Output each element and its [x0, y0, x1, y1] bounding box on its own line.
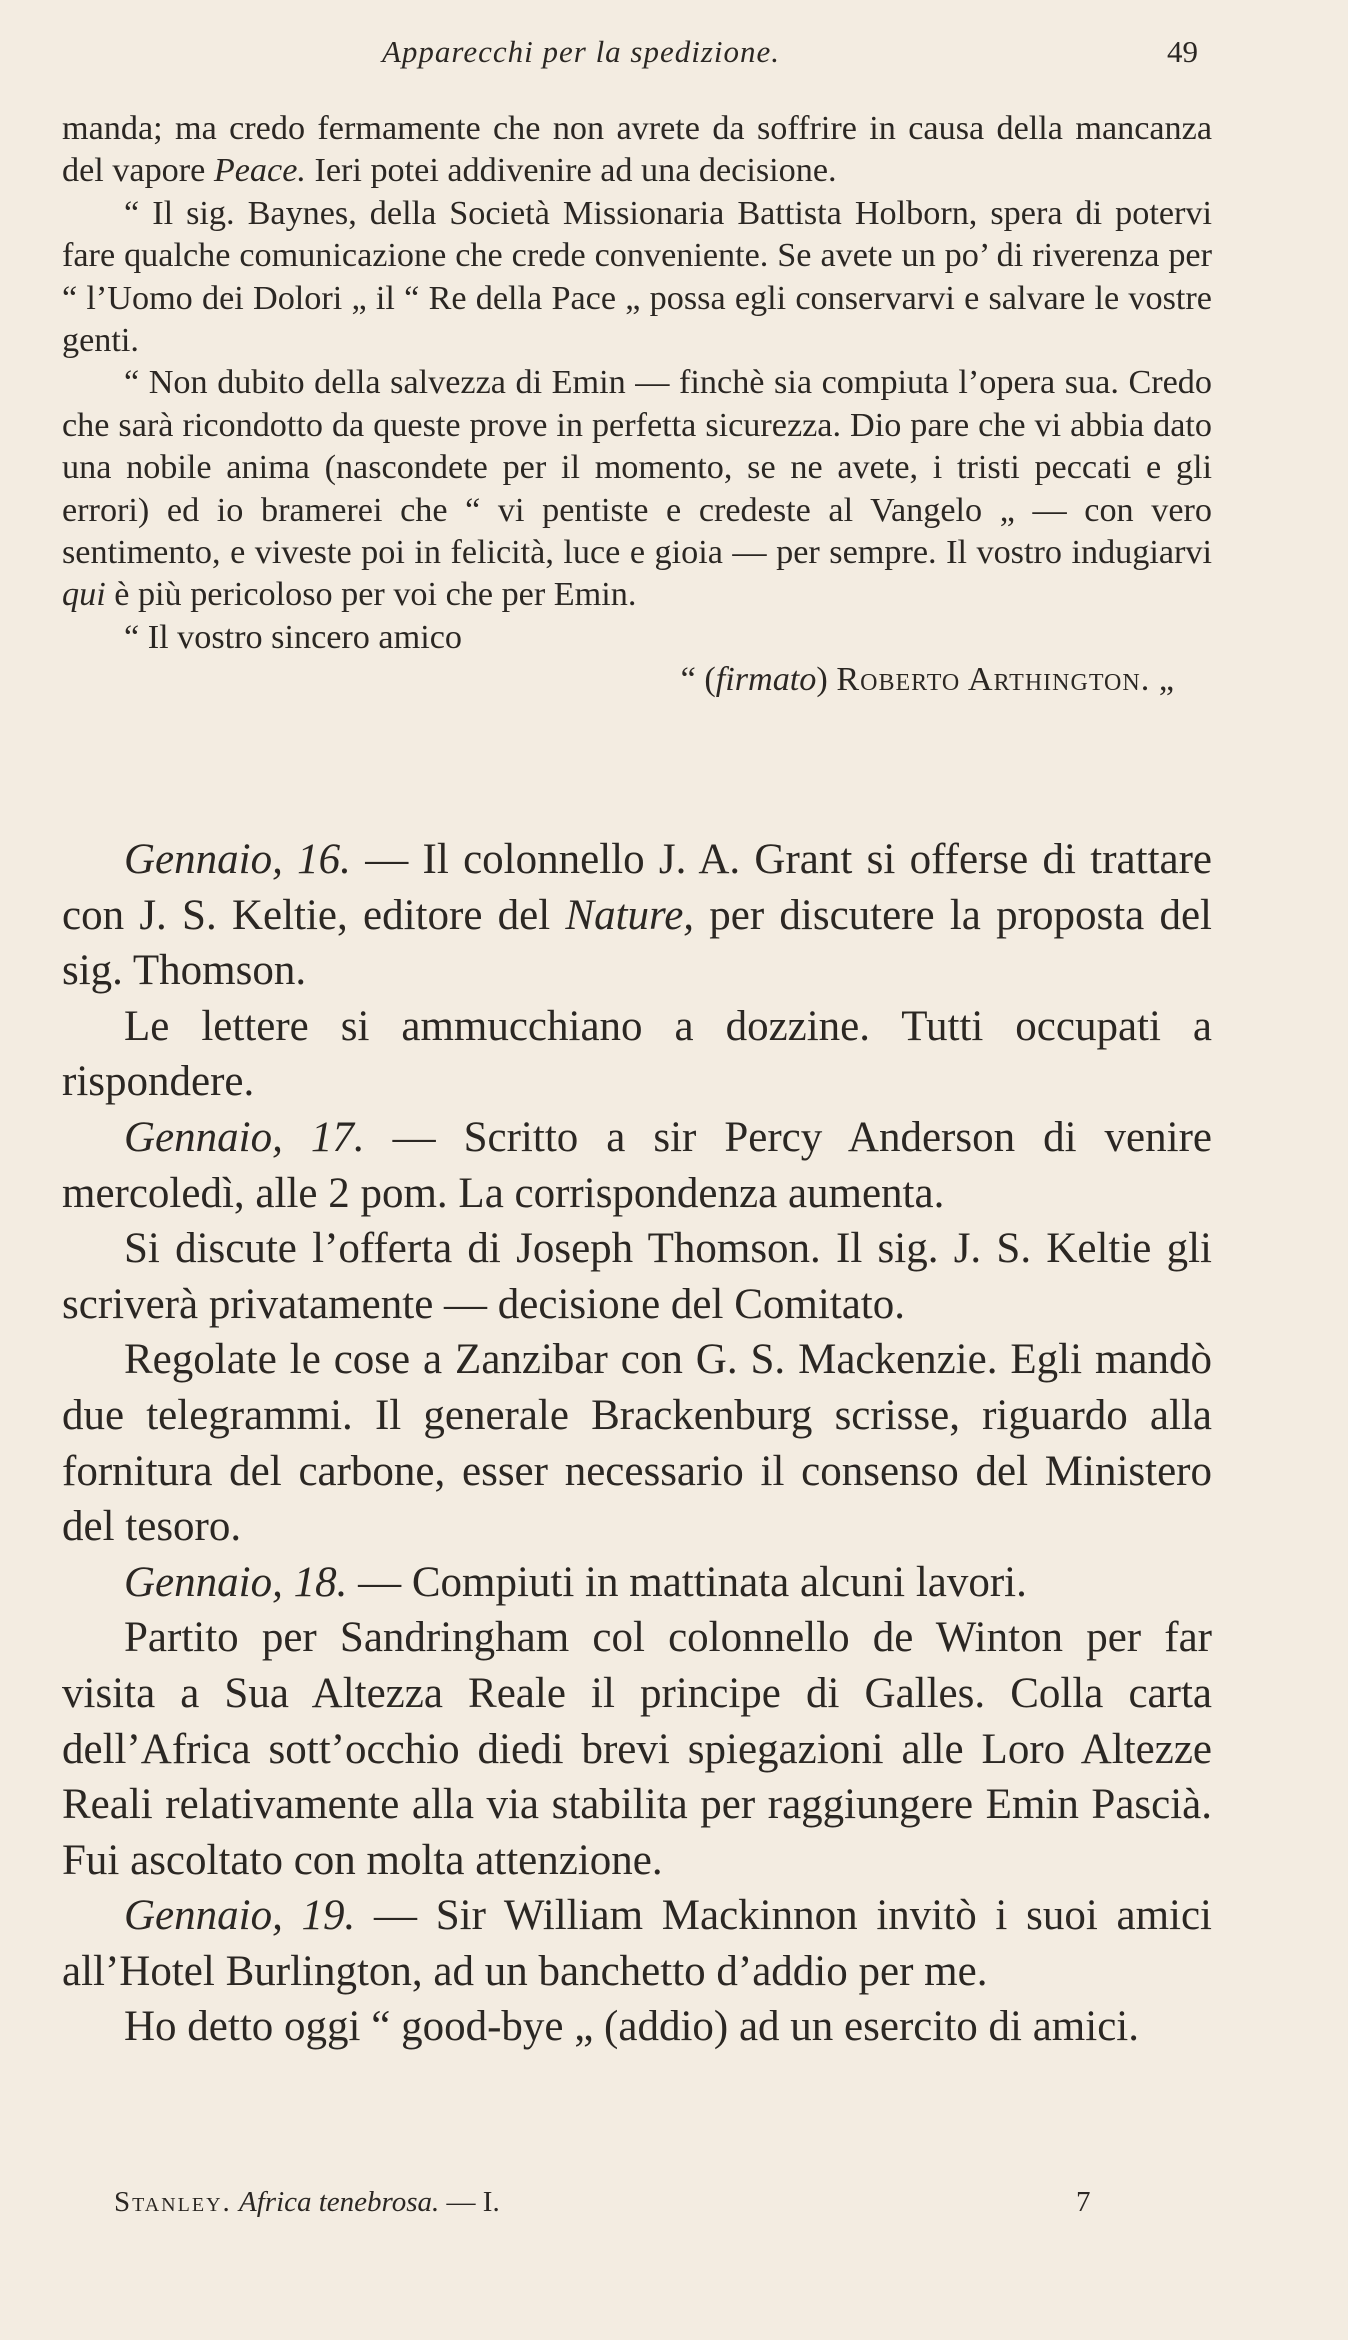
vessel-name: Peace. [213, 152, 306, 190]
diary-paragraph-sandringham: Partito per Sandringham col colonnello de Winton per far visita a Sua Altezza Reale il principe di Galles. Colla carta dell’Africa sott’occhio diedi brevi spiegazioni alle Loro Altezze Reali relativamente alla via stabilita per raggiungere Emin Pascià. Fui ascoltato con molta attenzione. [62, 1614, 1212, 1884]
signature-open: “ ( [680, 661, 716, 699]
letter-closing: “ Il vostro sincero amico [124, 618, 462, 656]
entry-text: — Scritto a sir Percy Anderson di venire mercoledì, alle 2 pom. La corrispondenza aumenta. [62, 1113, 1212, 1217]
running-head [0, 34, 1348, 84]
diary-paragraph-letters: Le lettere si ammucchiano a dozzine. Tutti occupati a rispondere. [62, 1002, 1212, 1106]
footer-title [114, 2186, 500, 2219]
diary-entry-jan-18 [62, 1555, 1212, 1611]
entry-text: — Il colonnello J. A. Grant si offerse di trattare con J. S. Keltie, editore del [62, 836, 1213, 939]
letter-paragraph-3-text: “ Non dubito della salvezza di Emin — finchè sia compiuta l’opera sua. Credo che sarà ricondotto da queste prove in perfetta sicurezza. Dio pare che vi abbia dato una nobile anima (nascondete per il momento, se ne avete, i tristi peccati e gli errori) ed io bramerei che “ vi pentiste e credeste al Vangelo „ — con vero sentimento, e viveste poi in felicità, luce e gioia — per sempre. Il vostro indugiarvi [62, 364, 1212, 572]
diary-paragraph-zanzibar: Regolate le cose a Zanzibar con G. S. Mackenzie. Egli mandò due telegrammi. Il generale Brackenburg scrisse, riguardo alla fornitura del carbone, esser necessario il consenso del Ministero del tesoro. [62, 1336, 1212, 1551]
footer-signature-line [0, 2186, 1348, 2230]
diary-paragraph-goodbye: Ho detto oggi “ good-bye „ (addio) ad un esercito di amici. [124, 2003, 1139, 2051]
entry-text: — Sir William Mackinnon invitò i suoi amici all’Hotel Burlington, ad un banchetto d’addio per me. [62, 1892, 1212, 1995]
entry-date: Gennaio, 17. [124, 1113, 365, 1161]
entry-date: Gennaio, 19. [124, 1892, 356, 1940]
footer-author: Stanley. [114, 2186, 232, 2218]
diary-entry-jan-17 [62, 1110, 1212, 1221]
footer-book: Africa tenebrosa. [239, 2186, 440, 2218]
diary-entries [62, 832, 1212, 2055]
letter-paragraph-3 [62, 362, 1212, 616]
signature-end: „ [1150, 661, 1174, 699]
diary-entry-jan-16 [62, 832, 1212, 999]
entry-date: Gennaio, 16. [124, 836, 351, 883]
letter-paragraph-1 [62, 108, 1212, 193]
letter-paragraph-2: “ Il sig. Baynes, della Società Missionaria Battista Holborn, spera di potervi fare qualche comunicazione che crede conveniente. Se avete un po’ di riverenza per “ l’Uomo dei Dolori „ il “ Re della Pace „ possa egli conservarvi e salvare le vostre genti. [62, 194, 1212, 360]
qui-word: qui [62, 576, 106, 614]
signature-name: Roberto Arthington. [836, 661, 1151, 699]
entry-text: — Compiuti in mattinata alcuni lavori. [347, 1558, 1027, 1606]
entry-text-end: per discutere la proposta del sig. Thomson. [62, 891, 1212, 995]
signature-firmato: firmato [715, 661, 817, 699]
footer-signature-number: 7 [1076, 2186, 1091, 2218]
letter-paragraph-1-text: manda; ma credo fermamente che non avrete da soffrire in causa della mancanza del vapore [62, 110, 1212, 190]
letter-signature [62, 659, 1212, 701]
letter-paragraph-1-end: Ieri potei addivenire ad una decisione. [305, 152, 837, 190]
footer-volume: — I. [439, 2186, 500, 2218]
signature-close: ) [816, 661, 837, 699]
diary-paragraph-thomson: Si discute l’offerta di Joseph Thomson. Il sig. J. S. Keltie gli scriverà privatamente — decisione del Comitato. [62, 1225, 1212, 1328]
page-number: 49 [1167, 34, 1198, 69]
running-head-title: Apparecchi per la spedizione. [382, 34, 781, 69]
journal-name: Nature, [565, 891, 695, 939]
letter-paragraph-3-end: è più pericoloso per voi che per Emin. [105, 576, 637, 614]
quoted-letter [62, 108, 1212, 702]
diary-entry-jan-19 [62, 1888, 1212, 1999]
entry-date: Gennaio, 18. [124, 1558, 348, 1606]
